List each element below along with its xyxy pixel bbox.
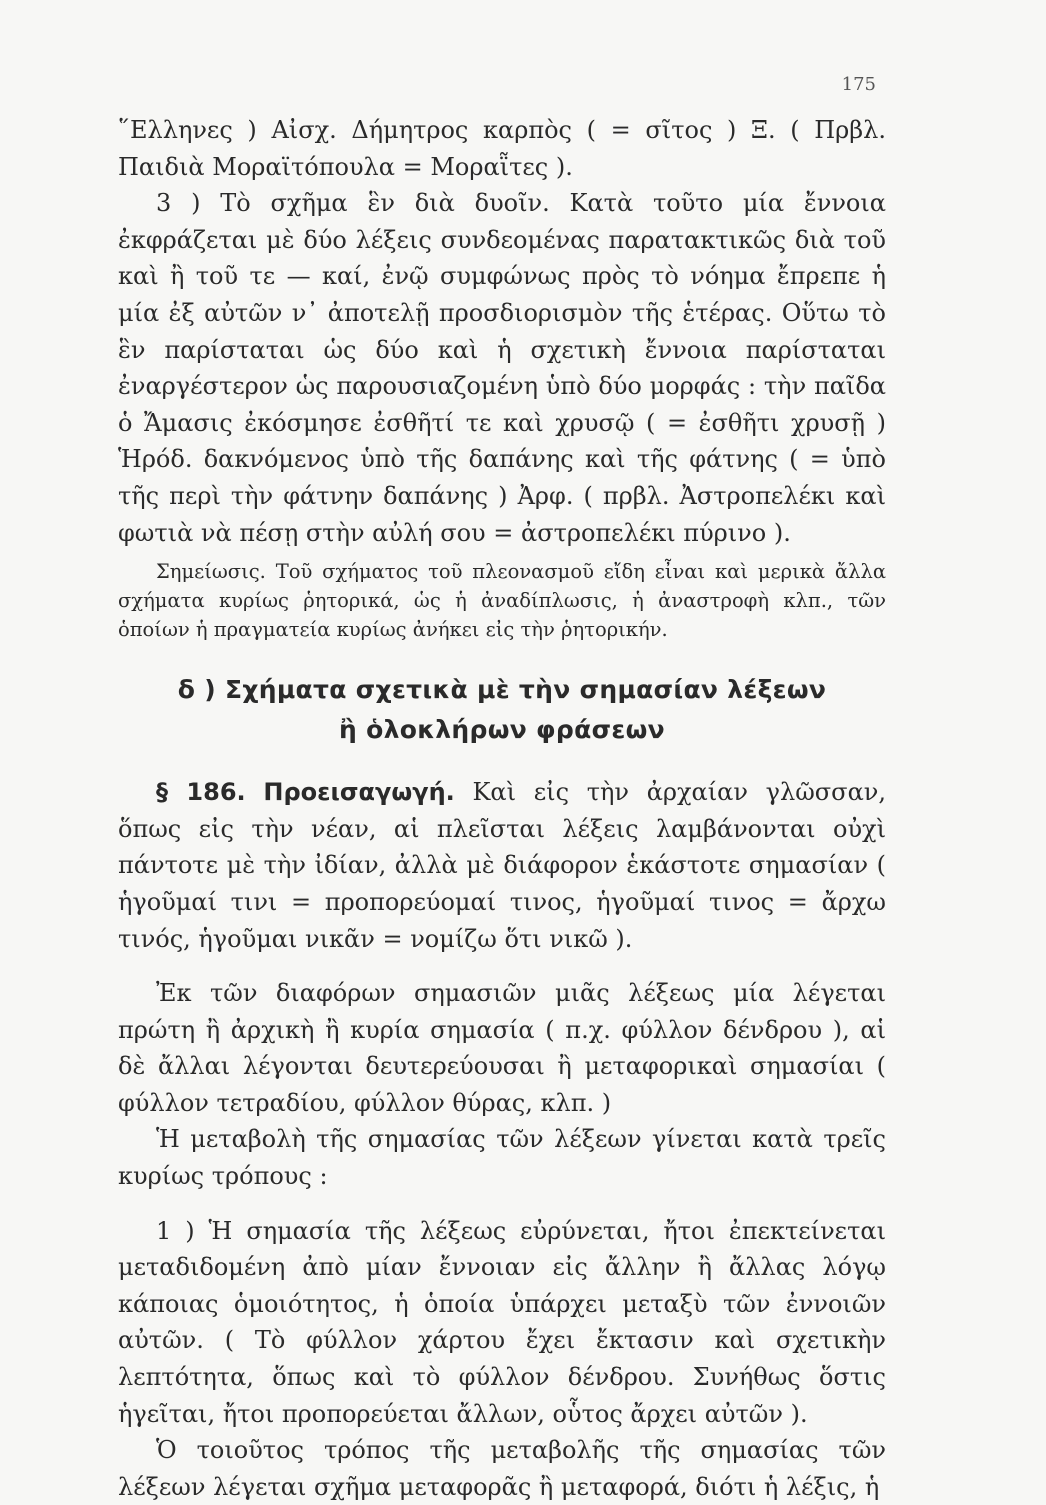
- page-number: 175: [841, 74, 876, 95]
- paragraph: Ἡ μεταβολὴ τῆς σημασίας τῶν λέξεων γίνεται κατὰ τρεῖς κυρίως τρόπους :: [118, 1125, 886, 1191]
- section-heading-line: ἢ ὁλοκλήρων φράσεων: [339, 715, 665, 745]
- paragraph: 3 ) Τὸ σχῆμα ἓν διὰ δυοῖν. Κατὰ τοῦτο μία ἔννοια ἐκφράζεται μὲ δύο λέξεις συνδεομένας παρατακτικῶς διὰ τοῦ καὶ ἢ τοῦ τε — καί, ἐνῷ συμφώνως πρὸς τὸ νόημα ἔπρεπε ἡ μία ἐξ αὐτῶν ν᾽ ἀποτελῇ προσδιορισμὸν τῆς ἑτέρας. Οὕτω τὸ ἓν παρίσταται ὡς δύο καὶ ἡ σχετικὴ ἔννοια παρίσταται ἐναργέστερον ὡς παρουσιαζομένη ὑπὸ δύο μορφάς : τὴν παῖδα ὁ Ἄμασις ἐκόσμησε ἐσθῆτί τε καὶ χρυσῷ ( = ἐσθῆτι χρυσῇ ) Ἡρόδ. δακνόμενος ὑπὸ τῆς δαπάνης καὶ τῆς φάτνης ( = ὑπὸ τῆς περὶ τὴν φάτνην δαπάνης ) Ἀρφ. ( πρβλ. Ἀστροπελέκι καὶ φωτιὰ νὰ πέσῃ στὴν αὐλή σου = ἀστροπελέκι πύρινο ).: [118, 189, 886, 547]
- section-marker: § 186.: [156, 778, 246, 807]
- note-paragraph: Σημείωσις. Τοῦ σχήματος τοῦ πλεονασμοῦ εἴδη εἶναι καὶ μερικὰ ἄλλα σχήματα κυρίως ῥητορικά, ὡς ἡ ἀναδίπλωσις, ἡ ἀναστροφὴ κλπ., τῶν ὁποίων ἡ πραγματεία κυρίως ἀνήκει εἰς τὴν ῥητορικήν.: [118, 560, 886, 642]
- section-heading-line: δ ) Σχήματα σχετικὰ μὲ τὴν σημασίαν λέξεων: [177, 675, 827, 705]
- section-paragraph: [118, 774, 886, 957]
- section-heading: [118, 670, 886, 750]
- section-text: Καὶ εἰς τὴν ἀρχαίαν γλῶσσαν, ὅπως εἰς τὴν νέαν, αἱ πλεῖσται λέξεις λαμβάνονται οὐχὶ πάντοτε μὲ τὴν ἰδίαν, ἀλλὰ μὲ διάφορον ἑκάστοτε σημασίαν ( ἡγοῦμαί τινι = προπορεύομαί τινος, ἡγοῦμαί τινος = ἄρχω τινός, ἡγοῦμαι νικᾶν = νομίζω ὅτι νικῶ ).: [118, 778, 886, 953]
- page-body: [118, 112, 886, 1505]
- paragraph: Ὁ τοιοῦτος τρόπος τῆς μεταβολῆς τῆς σημασίας τῶν λέξεων λέγεται σχῆμα μεταφορᾶς ἢ μεταφορά, διότι ἡ λέξις, ἡ: [118, 1436, 886, 1501]
- paragraph: ῞Ελληνες ) Αἰσχ. Δήμητρος καρπὸς ( = σῖτος ) Ξ. ( Πρβλ. Παιδιὰ Μοραϊτόπουλα = Μοραῗτες ).: [118, 116, 886, 181]
- section-title: Προεισαγωγή.: [263, 778, 455, 807]
- paragraph: Ἐκ τῶν διαφόρων σημασιῶν μιᾶς λέξεως μία λέγεται πρώτη ἢ ἀρχικὴ ἢ κυρία σημασία ( π.χ. φύλλον δένδρου ), αἱ δὲ ἄλλαι λέγονται δευτερεύουσαι ἢ μεταφορικαὶ σημασίαι ( φύλλον τετραδίου, φύλλον θύρας, κλπ. ): [118, 979, 886, 1117]
- paragraph: 1 ) Ἡ σημασία τῆς λέξεως εὐρύνεται, ἤτοι ἐπεκτείνεται μεταδιδομένη ἀπὸ μίαν ἔννοιαν εἰς ἄλλην ἢ ἄλλας λόγῳ κάποιας ὁμοιότητος, ἡ ὁποία ὑπάρχει μεταξὺ τῶν ἐννοιῶν αὐτῶν. ( Τὸ φύλλον χάρτου ἔχει ἔκτασιν καὶ σχετικὴν λεπτότητα, ὅπως καὶ τὸ φύλλον δένδρου. Συνήθως ὅστις ἡγεῖται, ἤτοι προπορεύεται ἄλλων, οὗτος ἄρχει αὐτῶν ).: [118, 1216, 886, 1428]
